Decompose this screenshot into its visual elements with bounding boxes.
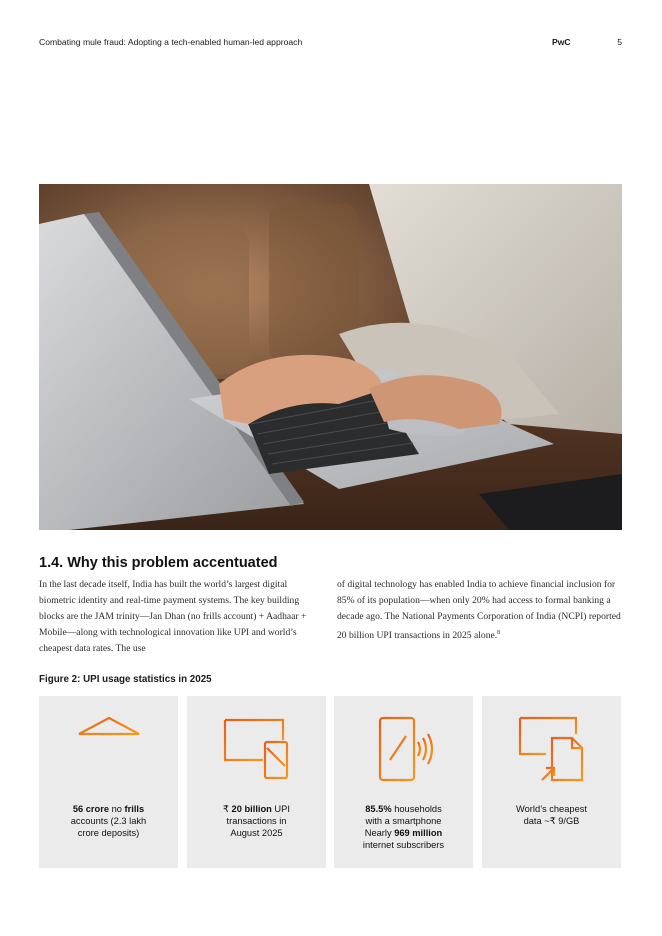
stat-text: accounts (2.3 lakh bbox=[70, 816, 147, 826]
stat-highlight: 85.5% bbox=[365, 804, 392, 814]
smartphone-signal-icon bbox=[334, 714, 473, 786]
stat-text: World’s cheapest bbox=[516, 804, 587, 814]
stat-highlight: 20 billion bbox=[231, 804, 272, 814]
stat-text: with a smartphone bbox=[365, 816, 442, 826]
body-paragraph-left: In the last decade itself, India has built the world’s largest digital biometric identity and real-time payment systems. The key building blocks are the JAM trinity—Jan Dhan (no frills account) + Aadhaar + Mobile—along with technological innovation like UPI and world’s cheapest data rates. The use bbox=[39, 579, 307, 654]
stat-caption bbox=[195, 803, 318, 839]
devices-icon bbox=[187, 714, 326, 786]
stat-text: data ~₹ 9/GB bbox=[523, 816, 580, 826]
stat-highlight: frills bbox=[124, 804, 145, 814]
figure-caption: Figure 2: UPI usage statistics in 2025 bbox=[39, 674, 212, 685]
stat-caption bbox=[490, 803, 613, 827]
body-paragraph-right bbox=[337, 577, 623, 644]
stat-text: Nearly bbox=[364, 828, 395, 838]
bank-icon bbox=[39, 714, 178, 786]
stat-text: no bbox=[109, 804, 125, 814]
stat-caption bbox=[47, 803, 170, 839]
stat-text: August 2025 bbox=[230, 828, 283, 838]
stat-text: crore deposits) bbox=[77, 828, 140, 838]
stat-card-smartphone-households bbox=[334, 696, 473, 868]
stat-highlight: 56 crore bbox=[72, 804, 110, 814]
page-number: 5 bbox=[617, 37, 622, 47]
body-paragraph-right-text: of digital technology has enabled India to achieve financial inclusion for 85% of its population—when only 20% had access to formal banking a decade ago. The National Payments Corporation of India (NCPI) reported 20 billion UPI transactions in 2025 alone. bbox=[337, 579, 621, 642]
stat-text: ₹ bbox=[223, 804, 232, 814]
stat-caption bbox=[342, 803, 465, 851]
stat-text: internet subscribers bbox=[362, 840, 445, 850]
stat-text: UPI bbox=[271, 804, 290, 814]
stat-highlight: 969 million bbox=[394, 828, 443, 838]
brand-name: PwC bbox=[552, 37, 571, 47]
document-title: Combating mule fraud: Adopting a tech-enabled human-led approach bbox=[39, 37, 303, 47]
section-title: 1.4. Why this problem accentuated bbox=[39, 555, 278, 571]
stat-card-upi-transactions bbox=[187, 696, 326, 868]
stat-text: transactions in bbox=[226, 816, 287, 826]
page-header bbox=[39, 37, 622, 49]
footnote-reference: 8 bbox=[497, 630, 501, 636]
stat-text: households bbox=[391, 804, 442, 814]
stats-cards bbox=[39, 696, 622, 868]
data-transfer-icon bbox=[482, 714, 621, 786]
stat-card-cheapest-data bbox=[482, 696, 621, 868]
stat-card-bank-accounts bbox=[39, 696, 178, 868]
laptop-photo bbox=[39, 184, 622, 530]
